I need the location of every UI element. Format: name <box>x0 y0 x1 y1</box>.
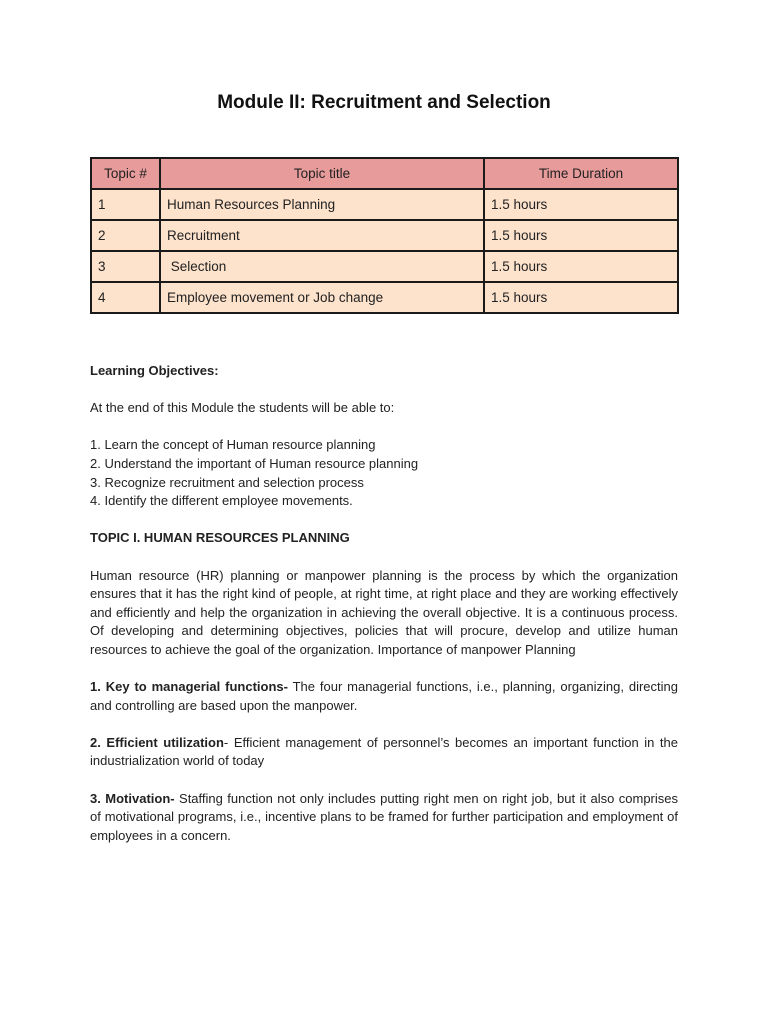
module-content <box>90 362 678 845</box>
topic-title-cell: Employee movement or Job change <box>160 282 484 313</box>
topics-table <box>90 157 679 314</box>
list-item: 2. Understand the important of Human resource planning <box>90 455 419 471</box>
topic-title-cell: Selection <box>160 251 484 282</box>
topic-number-cell: 1 <box>91 189 160 220</box>
header-topic-number: Topic # <box>91 158 160 189</box>
list-item: 1. Learn the concept of Human resource planning <box>90 437 376 453</box>
table-row <box>91 282 678 313</box>
list-item: 3. Recognize recruitment and selection process <box>90 474 364 490</box>
table-row <box>91 220 678 251</box>
point-text: - Efficient management of personnel’s becomes an important function in the industrialization world of today <box>90 734 678 769</box>
duration-cell: 1.5 hours <box>484 251 678 282</box>
page-title: Module II: Recruitment and Selection <box>217 92 551 113</box>
topic-paragraph: Human resource (HR) planning or manpower planning is the process by which the organization ensures that it has the right kind of people, at right time, at right place and they are working effectively and efficiently and help the organization in achieving the overall objective. It is a continuous process. Of developing and determining objectives, policies that will procure, develop and utilize human resources to achieve the goal of the organization. Importance of manpower Planning <box>90 567 678 657</box>
topic-heading: TOPIC I. HUMAN RESOURCES PLANNING <box>90 530 350 546</box>
objectives-list <box>90 436 678 510</box>
point-paragraph <box>90 734 678 771</box>
topic-number-cell: 2 <box>91 220 160 251</box>
point-text: The four managerial functions, i.e., planning, organizing, directing and controlling are based upon the manpower. <box>90 679 678 713</box>
header-topic-title: Topic title <box>160 158 484 189</box>
objectives-heading: Learning Objectives: <box>90 363 219 378</box>
header-time-duration: Time Duration <box>484 158 678 189</box>
topic-number-cell: 3 <box>91 251 160 282</box>
duration-cell: 1.5 hours <box>484 189 678 220</box>
duration-cell: 1.5 hours <box>484 220 678 251</box>
point-term: 3. Motivation- <box>90 790 175 806</box>
point-paragraph <box>90 790 678 846</box>
point-term: 2. Efficient utilization <box>90 734 224 750</box>
table-row <box>91 189 678 220</box>
point-text: Staffing function not only includes putting right men on right job, but it also comprises of motivational programs, i.e., incentive plans to be framed for further participation and employment of employees in a concern. <box>90 790 678 843</box>
table-row <box>91 251 678 282</box>
topic-number-cell: 4 <box>91 282 160 313</box>
table-header-row <box>91 158 678 189</box>
objectives-intro: At the end of this Module the students will be able to: <box>90 400 395 416</box>
topic-title-cell: Recruitment <box>160 220 484 251</box>
point-term: 1. Key to managerial functions- <box>90 679 288 695</box>
topic-title-cell: Human Resources Planning <box>160 189 484 220</box>
point-paragraph <box>90 678 678 715</box>
list-item: 4. Identify the different employee movements. <box>90 493 353 509</box>
duration-cell: 1.5 hours <box>484 282 678 313</box>
